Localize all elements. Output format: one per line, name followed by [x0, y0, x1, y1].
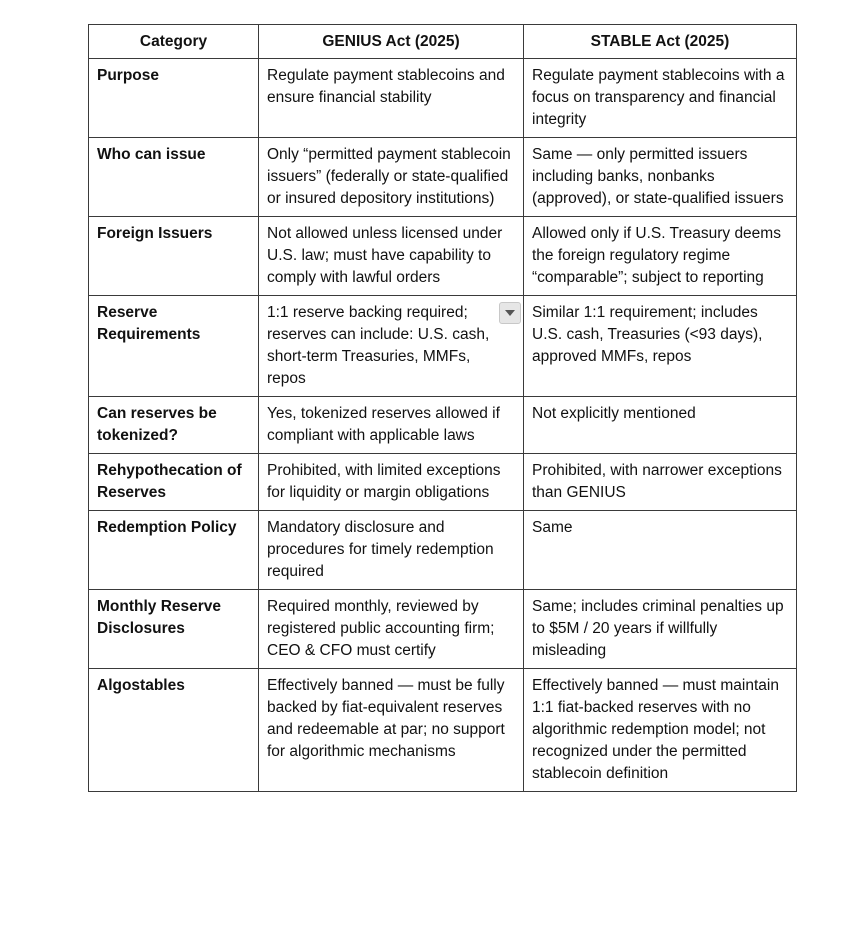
row-category: Reserve Requirements: [89, 296, 259, 397]
stable-cell[interactable]: Allowed only if U.S. Treasury deems the foreign regulatory regime “comparable”; subject to reporting: [524, 217, 797, 296]
genius-cell[interactable]: Required monthly, reviewed by registered public accounting firm; CEO & CFO must certify: [259, 590, 524, 669]
table-row: [89, 217, 797, 296]
stable-cell[interactable]: Effectively banned — must maintain 1:1 fiat-backed reserves with no algorithmic redemption model; not recognized under the permitted stablecoin definition: [524, 669, 797, 792]
genius-cell[interactable]: Prohibited, with limited exceptions for liquidity or margin obligations: [259, 454, 524, 511]
table-row: [89, 511, 797, 590]
row-category: Redemption Policy: [89, 511, 259, 590]
genius-cell[interactable]: Not allowed unless licensed under U.S. law; must have capability to comply with lawful orders: [259, 217, 524, 296]
cell-content: [267, 302, 515, 390]
stable-cell[interactable]: Similar 1:1 requirement; includes U.S. cash, Treasuries (<93 days), approved MMFs, repos: [524, 296, 797, 397]
table-row: [89, 397, 797, 454]
genius-cell[interactable]: Regulate payment stablecoins and ensure financial stability: [259, 59, 524, 138]
genius-cell[interactable]: Mandatory disclosure and procedures for timely redemption required: [259, 511, 524, 590]
table-row: [89, 590, 797, 669]
row-category: Foreign Issuers: [89, 217, 259, 296]
stable-cell[interactable]: Same: [524, 511, 797, 590]
stable-cell[interactable]: Same; includes criminal penalties up to $5M / 20 years if willfully misleading: [524, 590, 797, 669]
genius-cell-text: 1:1 reserve backing required; reserves can include: U.S. cash, short-term Treasuries, MMFs, repos: [267, 304, 490, 387]
table-row: [89, 59, 797, 138]
stable-cell[interactable]: Same — only permitted issuers including banks, nonbanks (approved), or state-qualified issuers: [524, 138, 797, 217]
stable-cell[interactable]: Regulate payment stablecoins with a focus on transparency and financial integrity: [524, 59, 797, 138]
row-category: Rehypothecation of Reserves: [89, 454, 259, 511]
column-header-genius: GENIUS Act (2025): [259, 25, 524, 59]
table-row: [89, 296, 797, 397]
stable-cell[interactable]: Not explicitly mentioned: [524, 397, 797, 454]
row-category: Who can issue: [89, 138, 259, 217]
table-row: [89, 138, 797, 217]
row-category: Purpose: [89, 59, 259, 138]
comparison-table: [88, 24, 797, 792]
table-row: [89, 669, 797, 792]
row-category: Can reserves be tokenized?: [89, 397, 259, 454]
cell-menu-button[interactable]: [499, 302, 521, 324]
row-category: Monthly Reserve Disclosures: [89, 590, 259, 669]
genius-cell[interactable]: Only “permitted payment stablecoin issuers” (federally or state-qualified or insured depository institutions): [259, 138, 524, 217]
genius-cell[interactable]: Yes, tokenized reserves allowed if compliant with applicable laws: [259, 397, 524, 454]
column-header-stable: STABLE Act (2025): [524, 25, 797, 59]
chevron-down-icon: [505, 310, 515, 316]
table-row: [89, 454, 797, 511]
table-header-row: [89, 25, 797, 59]
genius-cell-selected[interactable]: [259, 296, 524, 397]
column-header-category: Category: [89, 25, 259, 59]
row-category: Algostables: [89, 669, 259, 792]
genius-cell[interactable]: Effectively banned — must be fully backed by fiat-equivalent reserves and redeemable at par; no support for algorithmic mechanisms: [259, 669, 524, 792]
stable-cell[interactable]: Prohibited, with narrower exceptions than GENIUS: [524, 454, 797, 511]
